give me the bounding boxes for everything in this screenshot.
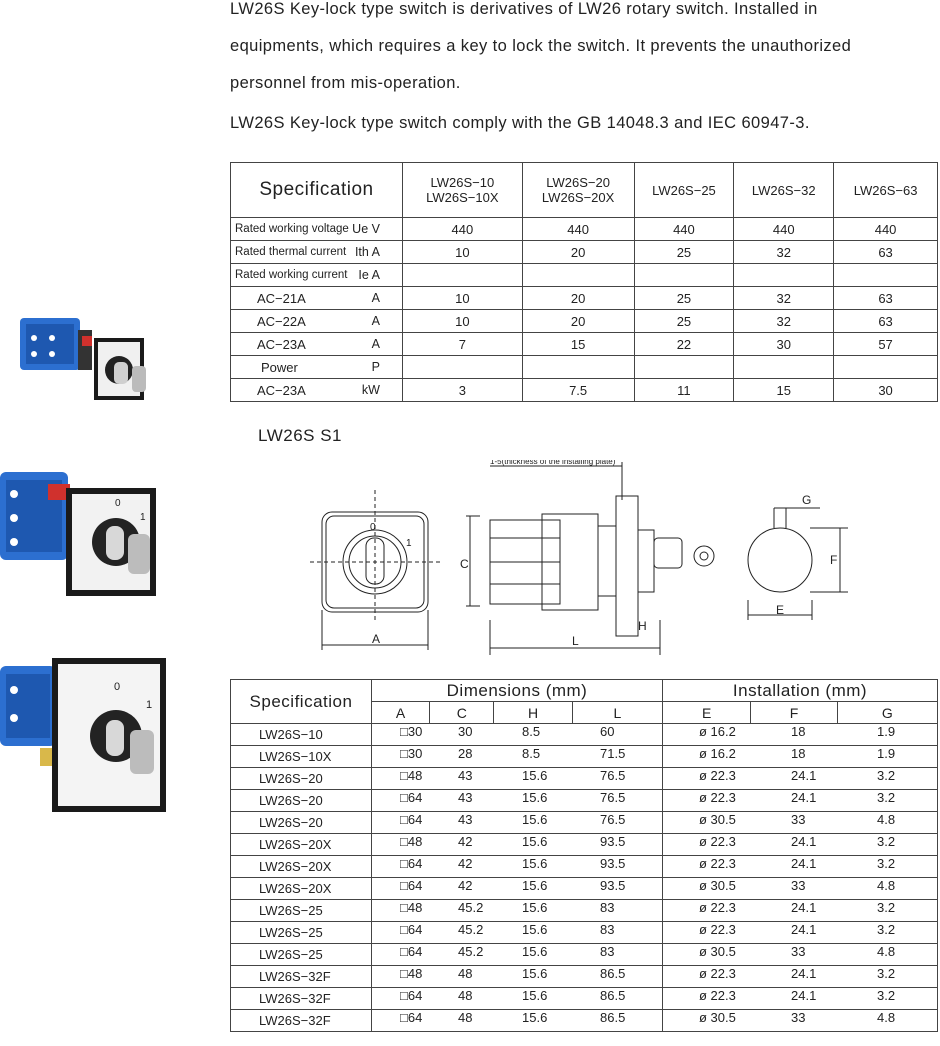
switch-photo-large [0, 656, 170, 816]
dim-dimensions-cell [372, 900, 663, 922]
spec-row [231, 333, 938, 356]
dim-value-h: 15.6 [522, 790, 548, 805]
dim-row [231, 790, 938, 812]
dim-value-h: 15.6 [522, 812, 548, 827]
spec-value: 7 [402, 333, 522, 356]
spec-row [231, 287, 938, 310]
intro-line-4: LW26S Key-lock type switch comply with the GB 14048.3 and IEC 60947-3. [230, 114, 810, 132]
dim-value-e: ø 22.3 [699, 790, 736, 805]
dim-value-e: ø 22.3 [699, 988, 736, 1003]
spec-row-label [231, 241, 403, 264]
dim-label-f: F [830, 553, 838, 567]
dim-installation-cell [663, 790, 938, 812]
spec-value: 11 [634, 379, 734, 402]
spec-model-col [734, 163, 834, 218]
dim-label-c: C [460, 557, 469, 571]
dim-value-h: 15.6 [522, 988, 548, 1003]
dim-value-c: 48 [458, 1010, 473, 1025]
dim-value-f: 24.1 [791, 790, 817, 805]
dim-value-c: 45.2 [458, 900, 484, 915]
dim-value-e: ø 22.3 [699, 966, 736, 981]
dim-value-c: 30 [458, 724, 473, 739]
dim-value-f: 24.1 [791, 966, 817, 981]
dim-value-h: 15.6 [522, 1010, 548, 1025]
spec-row [231, 218, 938, 241]
spec-unit-text: A [371, 337, 380, 351]
dim-value-g: 1.9 [877, 724, 896, 739]
dim-value-c: 43 [458, 812, 473, 827]
dim-model: LW26S−25 [231, 944, 372, 966]
spec-row-label [231, 379, 403, 402]
dim-value-l: 93.5 [600, 856, 626, 871]
installation-group-header: Installation (mm) [663, 680, 938, 702]
spec-label-text: AC−21A [257, 290, 306, 306]
dim-model: LW26S−20X [231, 834, 372, 856]
dim-value-f: 33 [791, 1010, 806, 1025]
dim-dimensions-cell [372, 856, 663, 878]
dim-label-a: A [372, 632, 381, 646]
dim-value-f: 24.1 [791, 922, 817, 937]
dim-value-h: 15.6 [522, 922, 548, 937]
spec-unit-text: A [371, 291, 380, 305]
switch-photo-medium [0, 462, 170, 602]
dim-dimensions-cell [372, 1010, 663, 1032]
dim-installation-cell [663, 812, 938, 834]
dim-value-e: ø 30.5 [699, 878, 736, 893]
dim-value-e: ø 22.3 [699, 834, 736, 849]
spec-value [522, 264, 634, 287]
spec-value: 10 [402, 241, 522, 264]
dim-value-f: 24.1 [791, 768, 817, 783]
dimensions-table [230, 679, 938, 1032]
svg-text:1: 1 [146, 699, 153, 711]
dim-value-c: 28 [458, 746, 473, 761]
dim-installation-cell [663, 834, 938, 856]
dim-value-l: 93.5 [600, 834, 626, 849]
dimension-drawing [300, 460, 860, 660]
dim-dimensions-cell [372, 988, 663, 1010]
spec-value: 10 [402, 287, 522, 310]
switch-photo-small [12, 308, 152, 408]
dim-value-h: 15.6 [522, 834, 548, 849]
dial-label-one: 1 [406, 538, 412, 549]
dim-model: LW26S−25 [231, 900, 372, 922]
dim-dimensions-cell [372, 966, 663, 988]
spec-label-text: AC−23A [257, 382, 306, 398]
dim-model: LW26S−20X [231, 878, 372, 900]
dim-model: LW26S−20 [231, 768, 372, 790]
dim-value-g: 4.8 [877, 878, 896, 893]
dim-label-g: G [802, 493, 812, 507]
dim-col-e: E [663, 702, 751, 724]
dim-value-h: 15.6 [522, 944, 548, 959]
dim-value-c: 48 [458, 988, 473, 1003]
dim-value-e: ø 22.3 [699, 856, 736, 871]
spec-header-row [231, 163, 938, 218]
spec-value: 63 [834, 241, 938, 264]
dim-row [231, 812, 938, 834]
dim-installation-cell [663, 768, 938, 790]
spec-unit-text: Ue V [352, 222, 380, 236]
dim-col-h: H [494, 702, 572, 724]
spec-unit-text: A [371, 314, 380, 328]
spec-value [402, 264, 522, 287]
spec-unit-text: Ie A [358, 268, 380, 282]
dim-value-l: 76.5 [600, 790, 626, 805]
dim-installation-cell [663, 922, 938, 944]
spec-value: 30 [834, 379, 938, 402]
plate-thickness-note: 1-5(thickness of the installing plate) [490, 460, 616, 466]
dim-value-e: ø 22.3 [699, 900, 736, 915]
spec-value: 30 [734, 333, 834, 356]
dimensions-group-header: Dimensions (mm) [372, 680, 663, 702]
dim-value-l: 86.5 [600, 988, 626, 1003]
spec-value: 32 [734, 287, 834, 310]
spec-value: 20 [522, 310, 634, 333]
dim-col-l: L [572, 702, 662, 724]
dim-row [231, 878, 938, 900]
dim-row [231, 834, 938, 856]
spec-value [402, 356, 522, 379]
dim-model: LW26S−32F [231, 988, 372, 1010]
dim-value-l: 83 [600, 922, 615, 937]
dim-value-h: 15.6 [522, 856, 548, 871]
spec-value: 32 [734, 241, 834, 264]
spec-row [231, 241, 938, 264]
dim-value-a: □64 [400, 856, 423, 871]
spec-label-text: Rated thermal current [235, 246, 347, 258]
dim-value-f: 33 [791, 878, 806, 893]
dim-installation-cell [663, 900, 938, 922]
spec-value: 32 [734, 310, 834, 333]
spec-value [634, 356, 734, 379]
dim-value-h: 15.6 [522, 900, 548, 915]
dim-value-g: 3.2 [877, 856, 896, 871]
drawing-title: LW26S S1 [258, 426, 343, 445]
dim-value-g: 1.9 [877, 746, 896, 761]
dim-value-h: 15.6 [522, 768, 548, 783]
spec-label-text: Rated working current [235, 269, 348, 281]
dim-value-c: 42 [458, 878, 473, 893]
dim-installation-cell [663, 856, 938, 878]
spec-value: 7.5 [522, 379, 634, 402]
spec-value: 440 [634, 218, 734, 241]
dim-dimensions-cell [372, 768, 663, 790]
dim-value-h: 15.6 [522, 878, 548, 893]
spec-row-label [231, 356, 403, 379]
spec-model-col [522, 163, 634, 218]
dim-value-e: ø 16.2 [699, 746, 736, 761]
spec-value [834, 356, 938, 379]
spec-value: 15 [522, 333, 634, 356]
dim-col-g: G [837, 702, 937, 724]
dim-value-e: ø 30.5 [699, 944, 736, 959]
dim-value-g: 4.8 [877, 812, 896, 827]
spec-title: Specification [231, 163, 403, 218]
dim-value-f: 18 [791, 746, 806, 761]
spec-value [522, 356, 634, 379]
spec-value [734, 264, 834, 287]
dim-value-a: □64 [400, 790, 423, 805]
dim-dimensions-cell [372, 790, 663, 812]
dim-value-c: 45.2 [458, 922, 484, 937]
spec-value: 63 [834, 310, 938, 333]
dim-value-a: □48 [400, 900, 423, 915]
dim-value-g: 4.8 [877, 1010, 896, 1025]
dim-value-l: 86.5 [600, 966, 626, 981]
dim-col-c: C [430, 702, 494, 724]
dim-model: LW26S−10 [231, 724, 372, 746]
dim-value-e: ø 30.5 [699, 1010, 736, 1025]
dim-value-g: 3.2 [877, 988, 896, 1003]
dim-value-g: 3.2 [877, 834, 896, 849]
dim-row [231, 966, 938, 988]
dim-value-f: 33 [791, 944, 806, 959]
spec-label-text: Power [261, 359, 298, 375]
dim-value-l: 76.5 [600, 768, 626, 783]
spec-row-label [231, 310, 403, 333]
dim-model: LW26S−32F [231, 1010, 372, 1032]
dim-col-f: F [751, 702, 837, 724]
spec-label-text: AC−22A [257, 313, 306, 329]
spec-row [231, 379, 938, 402]
svg-text:0: 0 [114, 681, 121, 693]
spec-value: 10 [402, 310, 522, 333]
spec-model-col [402, 163, 522, 218]
dim-value-h: 8.5 [522, 746, 541, 761]
dim-value-a: □30 [400, 746, 423, 761]
dim-value-g: 3.2 [877, 768, 896, 783]
spec-value: 63 [834, 287, 938, 310]
dim-row [231, 900, 938, 922]
spec-row [231, 310, 938, 333]
dim-value-a: □48 [400, 768, 423, 783]
dim-value-a: □64 [400, 922, 423, 937]
dim-installation-cell [663, 988, 938, 1010]
spec-row-label [231, 333, 403, 356]
dim-model: LW26S−20 [231, 812, 372, 834]
dim-value-c: 48 [458, 966, 473, 981]
spec-value: 440 [402, 218, 522, 241]
dim-value-l: 60 [600, 724, 615, 739]
dim-row [231, 1010, 938, 1032]
model-name-alt: LW26S−10X [426, 190, 499, 205]
dim-dimensions-cell [372, 878, 663, 900]
dim-value-f: 24.1 [791, 900, 817, 915]
dim-dimensions-cell [372, 944, 663, 966]
dim-header-row [231, 680, 938, 702]
dim-value-a: □64 [400, 1010, 423, 1025]
dim-dimensions-cell [372, 834, 663, 856]
dim-dimensions-cell [372, 812, 663, 834]
intro-line-3: personnel from mis-operation. [230, 74, 461, 92]
dim-value-g: 4.8 [877, 944, 896, 959]
dim-value-c: 43 [458, 790, 473, 805]
dim-value-a: □64 [400, 988, 423, 1003]
dim-value-c: 43 [458, 768, 473, 783]
dim-value-l: 71.5 [600, 746, 626, 761]
dim-col-a: A [372, 702, 430, 724]
dim-value-a: □30 [400, 724, 423, 739]
dim-value-a: □48 [400, 966, 423, 981]
model-name: LW26S−20 [546, 175, 610, 190]
dim-value-g: 3.2 [877, 900, 896, 915]
model-name: LW26S−63 [853, 182, 918, 198]
model-name-alt: LW26S−20X [541, 190, 615, 205]
svg-text:1: 1 [140, 512, 146, 523]
spec-unit-text: kW [361, 383, 380, 397]
spec-value: 25 [634, 310, 734, 333]
dim-value-c: 45.2 [458, 944, 484, 959]
spec-row [231, 356, 938, 379]
dim-value-c: 42 [458, 834, 473, 849]
dim-value-c: 42 [458, 856, 473, 871]
dim-model: LW26S−20X [231, 856, 372, 878]
svg-text:0: 0 [115, 498, 121, 509]
spec-row-label [231, 264, 403, 287]
dim-model: LW26S−32F [231, 966, 372, 988]
dim-value-f: 18 [791, 724, 806, 739]
model-name: LW26S−10 [430, 175, 495, 190]
dim-value-f: 24.1 [791, 988, 817, 1003]
dim-model: LW26S−20 [231, 790, 372, 812]
dim-installation-cell [663, 746, 938, 768]
dim-value-f: 24.1 [791, 834, 817, 849]
dim-value-l: 83 [600, 900, 615, 915]
dim-value-l: 86.5 [600, 1010, 626, 1025]
spec-value: 57 [834, 333, 938, 356]
dim-value-f: 24.1 [791, 856, 817, 871]
dim-label-l: L [572, 634, 579, 648]
dim-row [231, 856, 938, 878]
spec-value [734, 356, 834, 379]
spec-label-text: Rated working voltage [235, 223, 349, 235]
spec-row-label [231, 218, 403, 241]
spec-value: 440 [834, 218, 938, 241]
dim-model: LW26S−10X [231, 746, 372, 768]
dim-installation-cell [663, 878, 938, 900]
spec-value: 440 [522, 218, 634, 241]
spec-model-col [834, 163, 938, 218]
spec-value [634, 264, 734, 287]
spec-value: 3 [402, 379, 522, 402]
dim-value-g: 3.2 [877, 790, 896, 805]
dim-installation-cell [663, 724, 938, 746]
model-name: LW26S−25 [652, 182, 716, 198]
model-name: LW26S−32 [751, 182, 816, 198]
dim-value-g: 3.2 [877, 922, 896, 937]
spec-unit-text: Ith A [354, 245, 380, 259]
spec-row-label [231, 287, 403, 310]
spec-value: 25 [634, 241, 734, 264]
dial-label-zero: 0 [370, 522, 376, 533]
dim-row [231, 922, 938, 944]
spec-label-text: AC−23A [257, 336, 306, 352]
spec-row [231, 264, 938, 287]
dim-value-l: 76.5 [600, 812, 626, 827]
dim-value-e: ø 30.5 [699, 812, 736, 827]
dim-value-a: □64 [400, 944, 423, 959]
dim-row [231, 746, 938, 768]
spec-value [834, 264, 938, 287]
dim-installation-cell [663, 1010, 938, 1032]
spec-model-col [634, 163, 734, 218]
spec-value: 20 [522, 241, 634, 264]
dim-value-e: ø 22.3 [699, 922, 736, 937]
spec-value: 22 [634, 333, 734, 356]
dim-row [231, 768, 938, 790]
dim-value-g: 3.2 [877, 966, 896, 981]
dim-value-l: 93.5 [600, 878, 626, 893]
dim-installation-cell [663, 966, 938, 988]
spec-value: 440 [734, 218, 834, 241]
dim-value-l: 83 [600, 944, 615, 959]
dim-value-e: ø 22.3 [699, 768, 736, 783]
intro-line-1: LW26S Key-lock type switch is derivatives of LW26 rotary switch. Installed in [230, 0, 818, 18]
dim-value-a: □48 [400, 834, 423, 849]
dim-row [231, 988, 938, 1010]
dim-row [231, 944, 938, 966]
dim-label-e: E [776, 603, 785, 617]
dim-value-a: □64 [400, 812, 423, 827]
dim-dimensions-cell [372, 724, 663, 746]
dim-value-e: ø 16.2 [699, 724, 736, 739]
dim-row [231, 724, 938, 746]
dim-label-h: H [638, 619, 647, 633]
specification-table [230, 162, 938, 402]
spec-value: 25 [634, 287, 734, 310]
intro-line-2: equipments, which requires a key to lock the switch. It prevents the unauthorized [230, 37, 852, 55]
dim-value-a: □64 [400, 878, 423, 893]
dim-value-h: 15.6 [522, 966, 548, 981]
dim-value-f: 33 [791, 812, 806, 827]
dim-dimensions-cell [372, 922, 663, 944]
spec-unit-text: P [371, 360, 380, 374]
dim-title: Specification [231, 680, 372, 724]
spec-value: 20 [522, 287, 634, 310]
dim-model: LW26S−25 [231, 922, 372, 944]
dim-installation-cell [663, 944, 938, 966]
spec-value: 15 [734, 379, 834, 402]
dim-value-h: 8.5 [522, 724, 541, 739]
dim-dimensions-cell [372, 746, 663, 768]
